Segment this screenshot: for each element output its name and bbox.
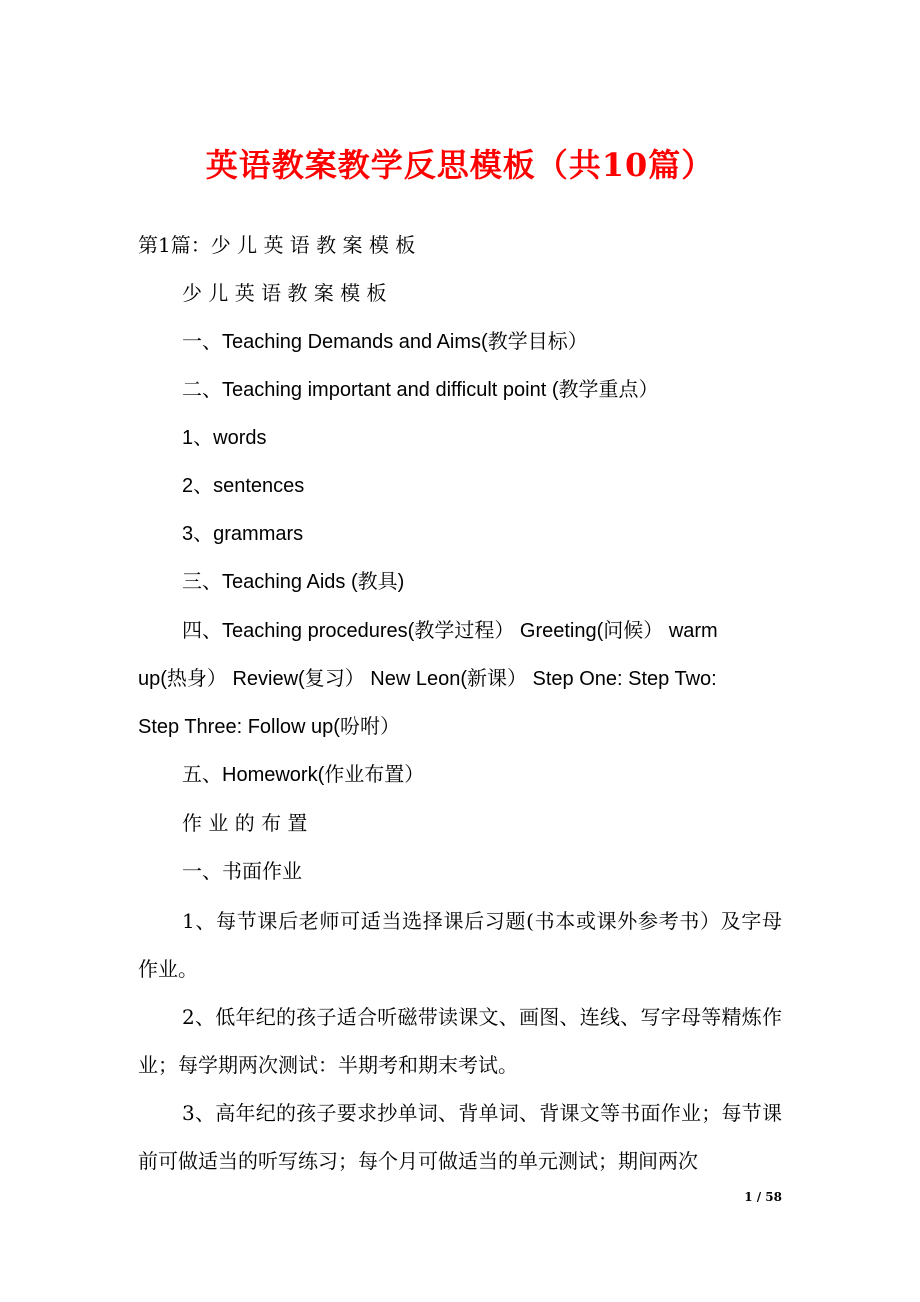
text-line: 3、grammars: [182, 523, 304, 545]
text-line: 一、Teaching Demands and Aims(教学目标）: [182, 331, 588, 353]
procedures-line: Step Three: Follow up(吩咐）: [138, 716, 400, 738]
homework-subtitle: 作 业 的 布 置: [182, 811, 308, 835]
written-homework-heading: 一、书面作业: [182, 859, 302, 883]
text-line: 2、sentences: [182, 475, 305, 497]
paragraph: 3、高年纪的孩子要求抄单词、背单词、背课文等书面作业；每节课前可做适当的听写练习；每个月可做适当的单元测试；期间两次: [138, 1101, 782, 1173]
text-line: 三、Teaching Aids (教具): [182, 571, 405, 593]
homework-heading: 五、Homework(作业布置）: [182, 764, 425, 786]
procedures-line: up(热身） Review(复习） New Leon(新课） Step One: Step Two:: [138, 668, 717, 690]
chapter-heading: 第1篇：少 儿 英 语 教 案 模 板: [138, 233, 416, 257]
paragraph: 1、每节课后老师可适当选择课后习题(书本或课外参考书）及字母作业。: [138, 909, 782, 981]
procedures-line: 四、Teaching procedures(教学过程） Greeting(问候） warm: [182, 620, 718, 642]
document-title: 英语教案教学反思模板（共10篇）: [205, 146, 715, 184]
text-line: 二、Teaching important and difficult point (教学重点）: [182, 379, 659, 401]
section-subtitle: 少 儿 英 语 教 案 模 板: [182, 281, 387, 305]
text-line: 1、words: [182, 427, 267, 449]
paragraph: 2、低年纪的孩子适合听磁带读课文、画图、连线、写字母等精炼作业；每学期两次测试：半期考和期末考试。: [138, 1005, 782, 1077]
page-indicator: 1 / 58: [744, 1190, 782, 1204]
